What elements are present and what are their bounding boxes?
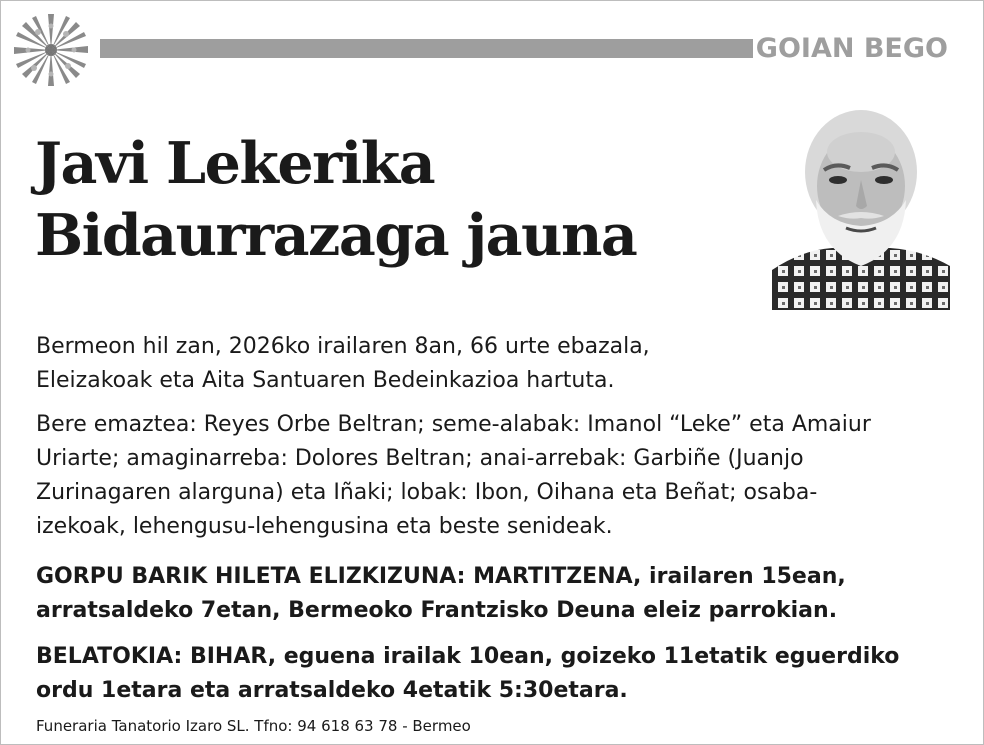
- family-line: Uriarte; amaginarreba: Dolores Beltran; anai-arrebak: Garbiñe (Juanjo: [36, 446, 804, 471]
- wake-paragraph: [36, 640, 936, 708]
- family-line: Bere emaztea: Reyes Orbe Beltran; seme-alabak: Imanol “Leke” eta Amaiur: [36, 412, 871, 437]
- deceased-name: [35, 128, 636, 272]
- portrait-photo: [772, 100, 950, 310]
- death-line: Bermeon hil zan, 2026ko irailaren 8an, 66 urte ebazala,: [36, 334, 650, 359]
- funeral-home-footer: Funeraria Tanatorio Izaro SL. Tfno: 94 618 63 78 - Bermeo: [36, 717, 471, 735]
- wake-line: BELATOKIA: BIHAR, eguena irailak 10ean, goizeko 11etatik eguerdiko: [36, 644, 900, 669]
- header-location: GOIAN BEGO: [755, 33, 948, 64]
- death-paragraph: [36, 330, 936, 398]
- funeral-line: arratsaldeko 7etan, Bermeoko Frantzisko Deuna eleiz parrokian.: [36, 598, 838, 623]
- deceased-name-line1: Javi Lekerika: [35, 130, 435, 197]
- family-paragraph: [36, 408, 940, 544]
- family-line: Zurinagaren alarguna) eta Iñaki; lobak: Ibon, Oihana eta Beñat; osaba-: [36, 480, 818, 505]
- deceased-name-line2: Bidaurrazaga jauna: [35, 202, 637, 269]
- flower-ornament-icon: [8, 10, 94, 90]
- death-line: Eleizakoak eta Aita Santuaren Bedeinkazioa hartuta.: [36, 368, 615, 393]
- wake-line: ordu 1etara eta arratsaldeko 4etatik 5:30etara.: [36, 678, 628, 703]
- funeral-line: GORPU BARIK HILETA ELIZKIZUNA: MARTITZENA, irailaren 15ean,: [36, 564, 846, 589]
- funeral-paragraph: [36, 560, 936, 628]
- header-bar: [100, 39, 753, 58]
- family-line: izekoak, lehengusu-lehengusina eta beste senideak.: [36, 514, 613, 539]
